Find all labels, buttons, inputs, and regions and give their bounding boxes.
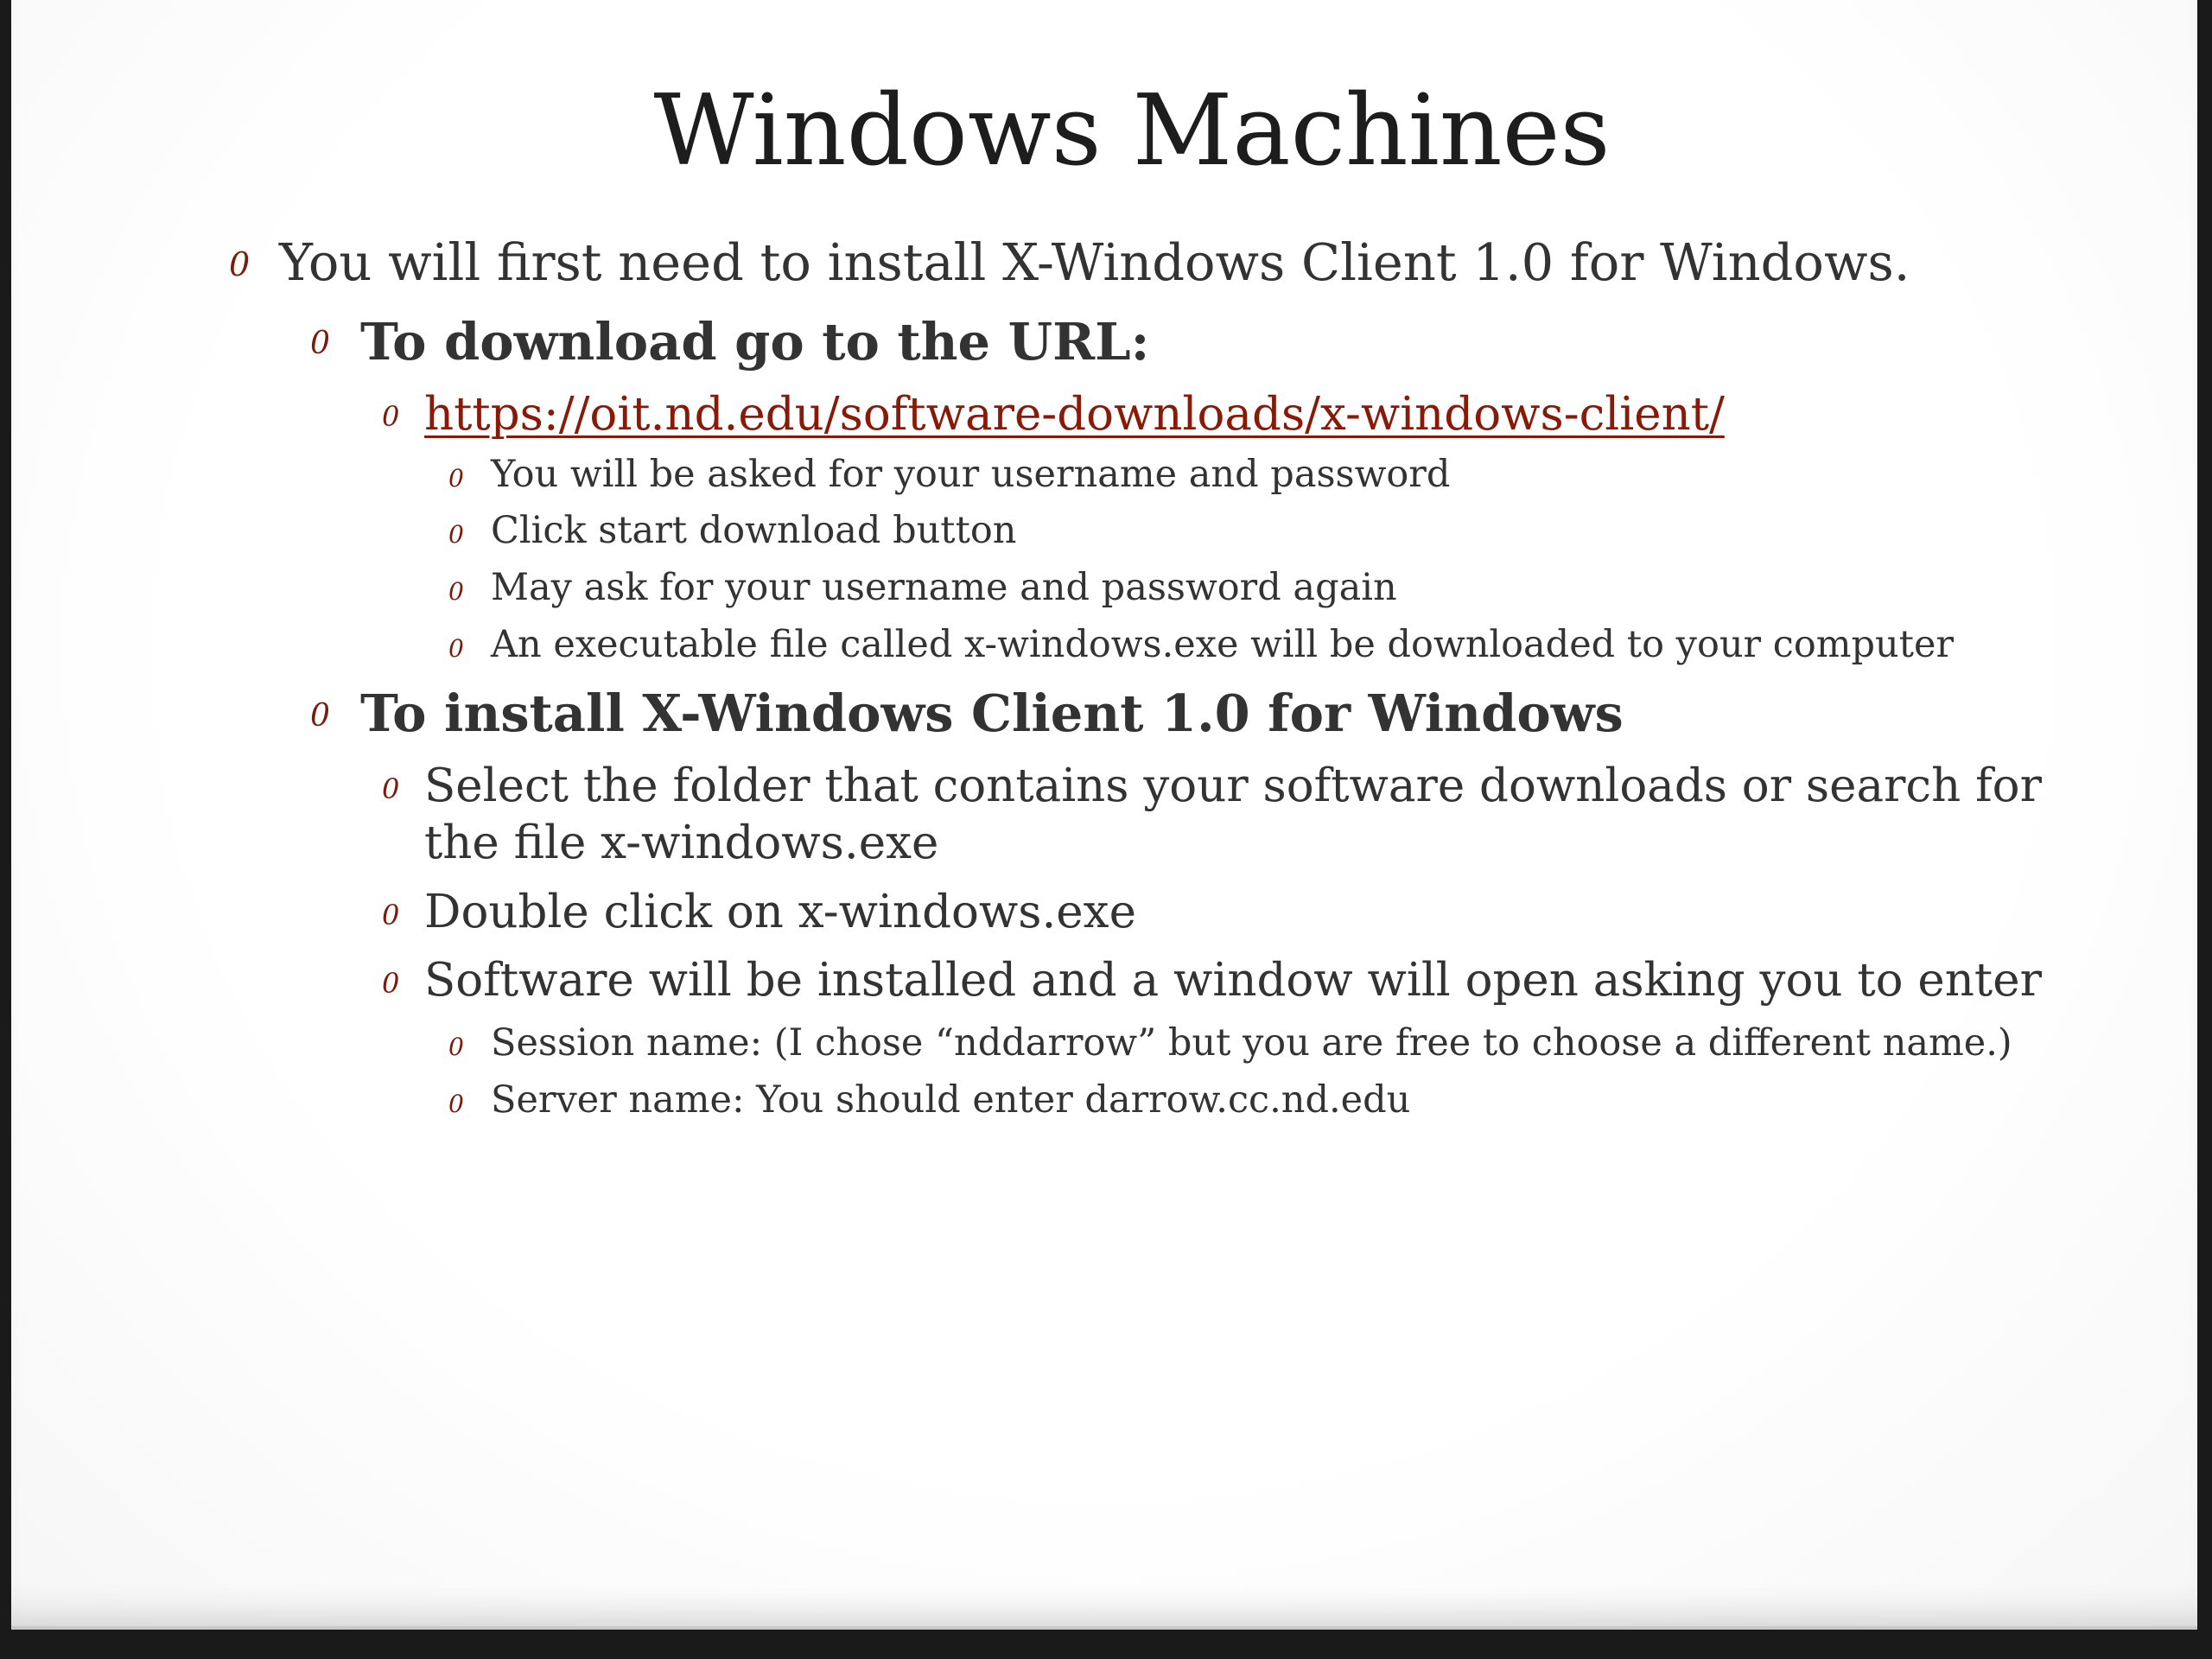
slide-title: Windows Machines	[653, 73, 1611, 188]
bullet-icon: 0	[382, 967, 400, 1000]
bullet-icon: 0	[448, 1090, 464, 1118]
bullet-icon: 0	[448, 577, 464, 606]
bullet-icon: 0	[382, 772, 400, 805]
bullet-icon: 0	[229, 245, 251, 283]
bullet-icon: 0	[448, 464, 464, 493]
bullet-text-session-name: Session name: (I chose “nddarrow” but you are free to choose a different name.)	[491, 1021, 2012, 1065]
bullet-icon: 0	[448, 520, 464, 549]
bullet-text-executable: An executable file called x-windows.exe will be downloaded to your computer	[491, 623, 1955, 666]
bullet-text-software-installed: Software will be installed and a window will open asking you to enter	[424, 954, 2042, 1007]
bullet-icon: 0	[310, 698, 330, 734]
bullet-text-username-password: You will be asked for your username and password	[491, 453, 1451, 496]
bullet-icon: 0	[310, 326, 330, 361]
bullet-text-double-click: Double click on x-windows.exe	[424, 886, 1136, 938]
bullet-text-start-download: Click start download button	[491, 509, 1017, 552]
bullet-text-install-heading: To install X-Windows Client 1.0 for Windows	[360, 683, 1624, 743]
bullet-text-select-folder: Select the folder that contains your software downloads or search for	[424, 760, 2042, 812]
bullet-text-select-folder-cont: the file x-windows.exe	[424, 817, 939, 869]
bullet-icon: 0	[448, 1033, 464, 1061]
download-url-link[interactable]: https://oit.nd.edu/software-downloads/x-windows-client/	[424, 388, 1725, 441]
bullet-icon: 0	[382, 400, 400, 433]
bullet-icon: 0	[448, 634, 464, 663]
bullet-icon: 0	[382, 899, 400, 931]
bullet-text-install-intro: You will first need to install X-Windows Client 1.0 for Windows.	[279, 232, 1910, 292]
bullet-text-server-name: Server name: You should enter darrow.cc.nd.edu	[491, 1078, 1411, 1122]
bullet-text-download-heading: To download go to the URL:	[360, 312, 1150, 372]
slide	[11, 0, 2197, 1630]
bullet-text-ask-again: May ask for your username and password again	[491, 566, 1397, 609]
